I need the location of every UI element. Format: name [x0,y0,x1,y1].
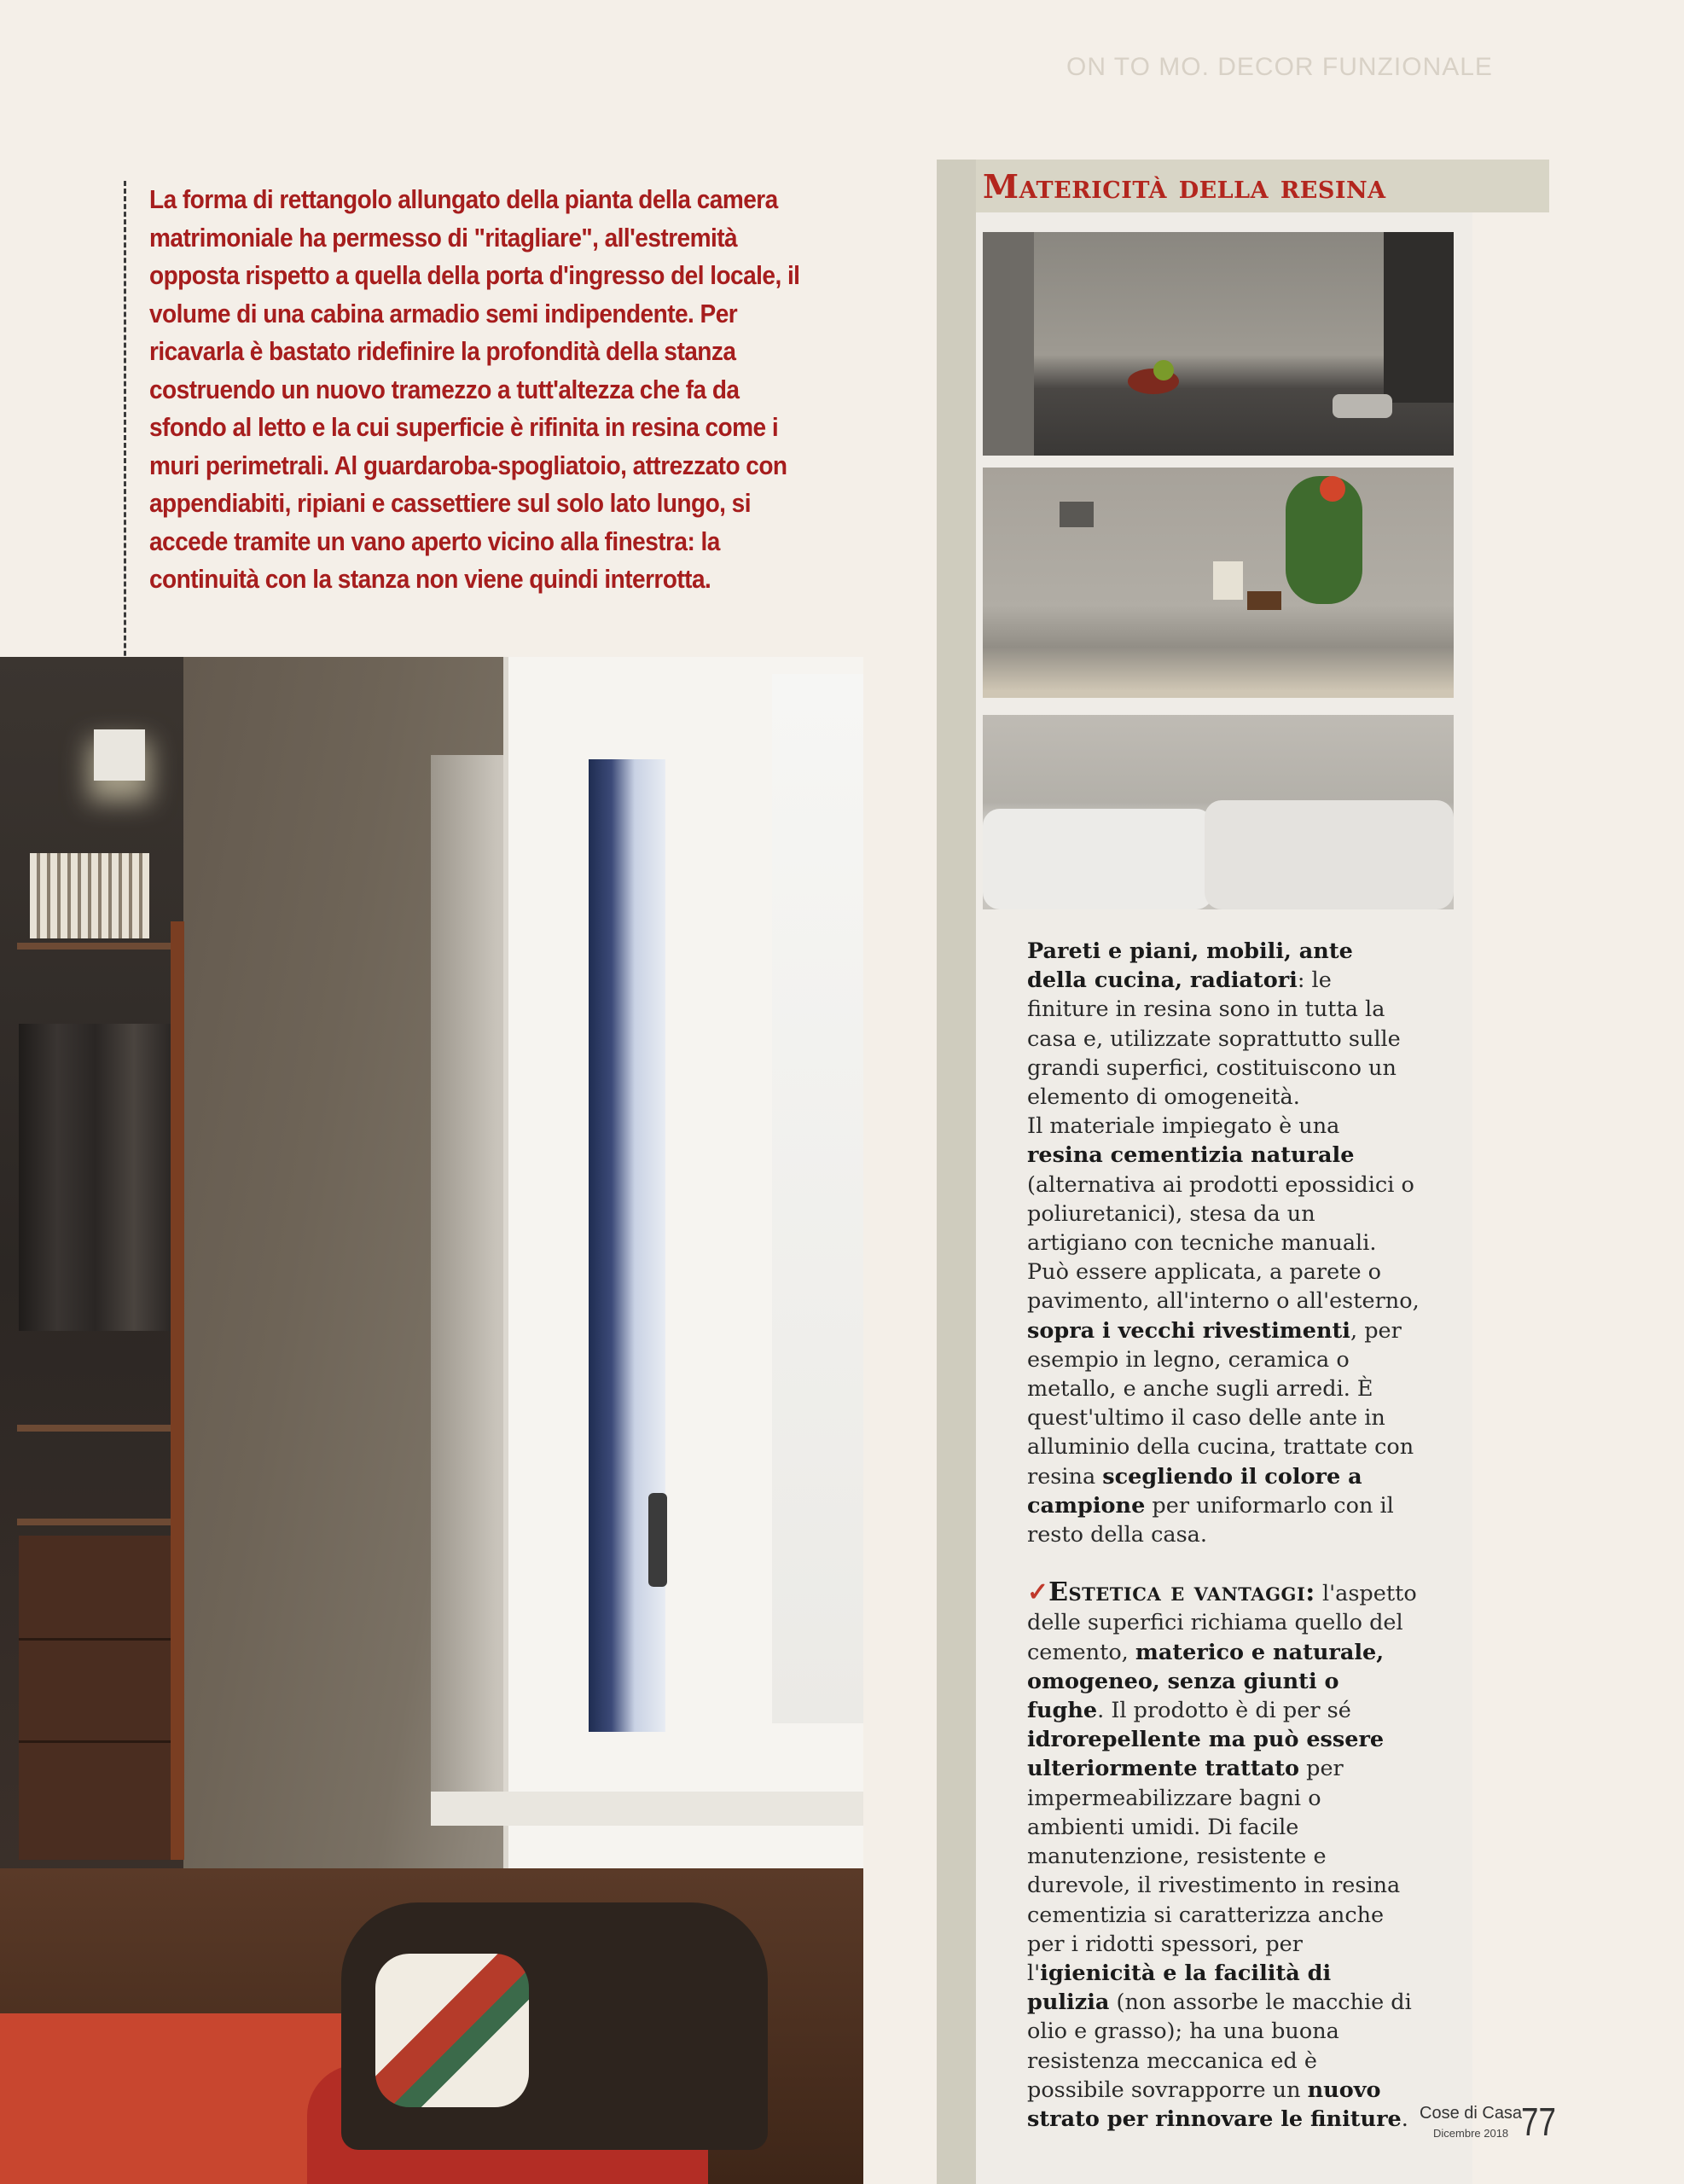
checkmark-icon: ✓ [1027,1577,1049,1608]
bold-run: scegliendo il colore a campione [1027,1463,1362,1519]
text-run: per uniformarlo con il resto della casa. [1027,1492,1394,1548]
ceiling-lamp [94,729,145,781]
window-glass-right [772,674,863,1723]
show-through-heading: ON TO MO. DECOR FUNZIONALE [1066,53,1493,81]
sidebar-paragraph [1027,937,1420,1112]
sidebar-paragraph [1027,1578,1420,2134]
closet-shelf [17,1425,175,1432]
text-run: l'aspetto delle superfici richiama quello del cemento, [1027,1581,1417,1665]
caption-text: La forma di rettangolo allungato della pianta della camera matrimoniale ha permesso di "ritagliare", all'estremità opposta rispetto a quella della porta d'ingresso del locale, il volume di una cabina armadio semi indipendente. Per ricavarla è bastato ridefinire la profondità della stanza costruendo un nuovo tramezzo a tutt'altezza che fa da sfondo al letto e la cui superficie è rifinita in resina come i muri perimetrali. Al guardaroba-spogliatoio, attrezzato con appendiabiti, ripiani e cassettiere sul solo lato lungo, si accede tramite un vano aperto vicino alla finestra: la continuità con la stanza non viene quindi interrotta. [149,185,800,594]
bedroom-photo [983,715,1454,909]
closet-shelf [17,943,175,950]
text-run: per impermeabilizzare bagni o ambienti umidi. Di facile manutenzione, resistente e durevole, il rivestimento in resina cementizia si caratterizza anche per i ridotti spessori, per l' [1027,1756,1401,1986]
text-run: (non assorbe le macchie di olio e grasso); ha una buona resistenza meccanica ed è possibile sovrapporre un [1027,1989,1412,2103]
sidebar-intro-lead: Pareti e piani, mobili, ante della cucina, radiatori [1027,938,1353,994]
bold-run: resina cementizia naturale [1027,1142,1355,1169]
drawer-divider [19,1740,171,1743]
window-handle [648,1493,667,1587]
sidebar-paragraph [1027,1112,1420,1549]
text-run: (alternativa ai prodotti epossidici o poliuretanici), stesa da un artigiano con tecniche manuali. Può essere applicata, a parete o pavimento, all'interno o all'esterno, [1027,1171,1420,1315]
closet-drawers [19,1536,171,1860]
kitchen-photo [983,232,1454,456]
bold-run: nuovo strato per rinnovare le finiture [1027,2077,1402,2132]
sidebar-intro-rest: : le finiture in resina sono in tutta la casa e, utilizzate soprattutto sulle grandi superfici, costituiscono un elemento di omogeneità. [1027,967,1401,1111]
bold-run: igienicità e la facilità di pulizia [1027,1960,1332,2016]
bathroom-photo [983,468,1454,698]
text-run: Il materiale impiegato è una [1027,1113,1340,1140]
folio-date: Dicembre 2018 [1433,2127,1509,2140]
window-sill [431,1792,863,1826]
drawer-divider [19,1638,171,1641]
bold-run: materico e naturale, omogeneo, senza giunti o fughe [1027,1639,1385,1724]
hanging-clothes [19,1024,172,1331]
caption-dashed-rule [124,181,126,710]
sidebar-body [1027,937,1420,2134]
walk-in-closet-photo [0,657,863,2184]
closet-shelf [17,1519,175,1525]
text-run: , per esempio in legno, ceramica o metallo, e anche sugli arredi. È quest'ultimo il caso delle ante in alluminio della cucina, trattate con resina [1027,1317,1414,1490]
silk-scarf [375,1954,529,2107]
page-number: 77 [1521,2100,1556,2144]
closet-upright [171,921,184,1860]
striped-storage-box [30,853,149,938]
folio-magazine-name: Cose di Casa [1420,2104,1523,2123]
sidebar-title: Matericità della resina [983,167,1386,206]
text-run: . [1401,2106,1408,2132]
section-title: Estetica e vantaggi: [1048,1577,1315,1608]
bold-run: idrorepellente ma può essere ulteriormente trattato [1027,1727,1385,1782]
bold-run: sopra i vecchi rivestimenti [1027,1317,1350,1344]
text-run: . Il prodotto è di per sé [1097,1698,1351,1724]
